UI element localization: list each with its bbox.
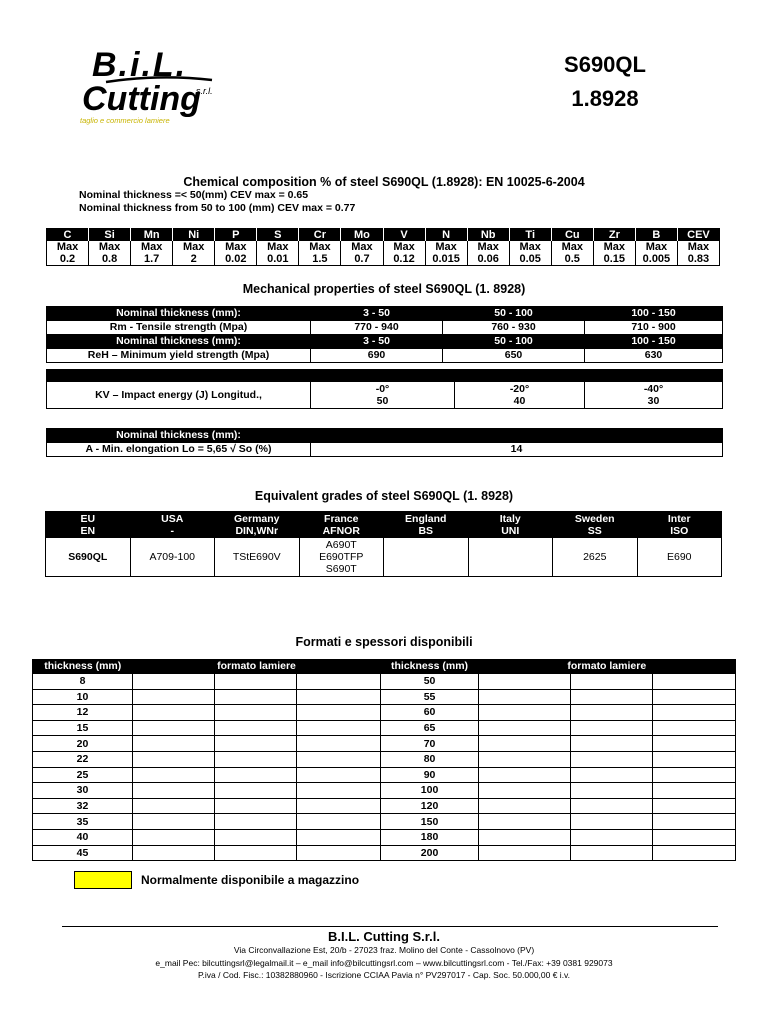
- formats-cell: [215, 845, 297, 861]
- footer-divider: [62, 926, 718, 927]
- chem-value: 0.15: [593, 253, 635, 266]
- chem-element-header: V: [383, 229, 425, 242]
- formats-cell: [215, 767, 297, 783]
- formats-thickness: 35: [33, 814, 133, 830]
- equivalent-header-standard: UNI: [501, 525, 520, 537]
- formats-thickness: 180: [381, 829, 479, 845]
- chem-value: 0.06: [467, 253, 509, 266]
- formats-thickness: 90: [381, 767, 479, 783]
- chem-element-header: Nb: [467, 229, 509, 242]
- equivalent-header-country: England: [405, 513, 447, 525]
- equivalent-header-standard: BS: [418, 525, 434, 537]
- formats-cell: [133, 751, 215, 767]
- mech-label: Nominal thickness (mm):: [47, 335, 311, 349]
- formats-thickness: 10: [33, 689, 133, 705]
- impact-temp: -20°: [509, 382, 530, 395]
- chem-max-label: Max: [173, 241, 215, 253]
- footer-fiscal: P.iva / Cod. Fisc.: 10382880960 - Iscrizione CCIAA Pavia n° PV297017 - Cap. Soc. 50.000,00 € i.v.: [197, 970, 571, 980]
- formats-table: [32, 659, 736, 861]
- equivalent-value: A709-100: [130, 538, 215, 576]
- formats-thickness: 8: [33, 674, 133, 690]
- elongation-value: 14: [311, 443, 723, 457]
- formats-cell: [653, 845, 736, 861]
- chem-element-header: Ni: [173, 229, 215, 242]
- mech-row: [47, 335, 723, 349]
- formats-cell: [653, 736, 736, 752]
- chem-max-label: Max: [467, 241, 509, 253]
- mech-label: ReH – Minimum yield strength (Mpa): [47, 349, 311, 363]
- equivalent-header-country: EU: [80, 513, 96, 525]
- chem-value: 1.7: [131, 253, 173, 266]
- chem-element-header: P: [215, 229, 257, 242]
- formats-thickness: 65: [381, 720, 479, 736]
- formats-thickness: 60: [381, 705, 479, 721]
- formats-cell: [571, 736, 653, 752]
- elongation-header: Nominal thickness (mm):: [47, 429, 311, 443]
- equivalent-value: TStE690V: [215, 538, 300, 576]
- formats-cell: [133, 736, 215, 752]
- formats-cell: [653, 798, 736, 814]
- chem-value: 0.005: [635, 253, 677, 266]
- chem-element-header: N: [425, 229, 467, 242]
- chem-value: 0.01: [257, 253, 299, 266]
- formats-cell: [215, 829, 297, 845]
- impact-value: 40: [513, 394, 526, 407]
- formats-cell: [479, 736, 571, 752]
- chem-element-header: S: [257, 229, 299, 242]
- formats-cell: [571, 674, 653, 690]
- mech-value: 3 - 50: [311, 335, 443, 349]
- formats-cell: [479, 751, 571, 767]
- formats-thickness: 150: [381, 814, 479, 830]
- mech-value: 630: [585, 349, 723, 363]
- formats-cell: [215, 720, 297, 736]
- chem-element-header: Mn: [131, 229, 173, 242]
- legend-swatch: [74, 871, 132, 889]
- formats-cell: [653, 751, 736, 767]
- chem-max-label: Max: [89, 241, 131, 253]
- formats-cell: [479, 845, 571, 861]
- formats-cell: [297, 783, 381, 799]
- formats-thickness: 200: [381, 845, 479, 861]
- formats-thickness: 50: [381, 674, 479, 690]
- formats-cell: [653, 674, 736, 690]
- logo-text-srl: s.r.l.: [196, 86, 213, 96]
- formats-thickness: 45: [33, 845, 133, 861]
- equivalent-header-country: Inter: [667, 513, 691, 525]
- mech-value: 3 - 50: [311, 307, 443, 321]
- formats-cell: [297, 751, 381, 767]
- chem-element-header: B: [635, 229, 677, 242]
- formats-cell: [133, 720, 215, 736]
- formats-cell: [479, 829, 571, 845]
- chem-value: 0.015: [425, 253, 467, 266]
- legend-text: Normalmente disponibile a magazzino: [141, 873, 360, 887]
- formats-cell: [571, 845, 653, 861]
- formats-thickness: 32: [33, 798, 133, 814]
- logo-tagline: taglio e commercio lamiere: [80, 116, 170, 125]
- formats-cell: [571, 783, 653, 799]
- impact-temp: -40°: [643, 382, 664, 395]
- formats-cell: [133, 829, 215, 845]
- chem-value: 2: [173, 253, 215, 266]
- equivalent-header-standard: SS: [587, 525, 602, 537]
- formats-cell: [297, 689, 381, 705]
- chem-max-label: Max: [383, 241, 425, 253]
- chem-element-header: Cr: [299, 229, 341, 242]
- chem-value: 0.7: [341, 253, 383, 266]
- equivalent-header-standard: -: [170, 525, 174, 537]
- formats-cell: [571, 798, 653, 814]
- chem-max-label: Max: [131, 241, 173, 253]
- formats-cell: [653, 783, 736, 799]
- formats-cell: [215, 751, 297, 767]
- equivalent-value: S690QL: [46, 538, 131, 576]
- equivalent-value: [299, 538, 384, 576]
- formats-cell: [133, 798, 215, 814]
- cev-note-1: Nominal thickness =< 50(mm) CEV max = 0.65: [79, 189, 309, 201]
- mech-row: [47, 307, 723, 321]
- formats-cell: [297, 736, 381, 752]
- equivalent-header: [637, 512, 722, 539]
- logo-text-cutting: Cutting: [82, 80, 201, 118]
- mech-row: [47, 321, 723, 335]
- equivalent-value-row: [46, 538, 722, 576]
- formats-row: [33, 845, 736, 861]
- chemical-table: [46, 228, 720, 266]
- equivalent-header: [46, 512, 131, 539]
- formats-cell: [297, 829, 381, 845]
- formats-cell: [479, 705, 571, 721]
- equivalent-header: [468, 512, 553, 539]
- formats-cell: [479, 814, 571, 830]
- chem-element-header: Zr: [593, 229, 635, 242]
- chemical-title: Chemical composition % of steel S690QL (1.8928): EN 10025-6-2004: [183, 175, 585, 189]
- formats-cell: [297, 720, 381, 736]
- formats-thickness: 22: [33, 751, 133, 767]
- formats-row: [33, 783, 736, 799]
- mechanical-title: Mechanical properties of steel S690QL (1. 8928): [242, 282, 526, 296]
- chem-value: 0.05: [509, 253, 551, 266]
- chem-element-header: Mo: [341, 229, 383, 242]
- formats-cell: [215, 689, 297, 705]
- chem-element-header: Cu: [551, 229, 593, 242]
- mechanical-table: [46, 306, 723, 363]
- mech-value: 50 - 100: [443, 307, 585, 321]
- formats-cell: [215, 736, 297, 752]
- formats-row: [33, 689, 736, 705]
- formats-cell: [571, 814, 653, 830]
- grade-name: S690QL: [564, 52, 646, 77]
- footer-company: B.I.L. Cutting S.r.l.: [328, 929, 440, 944]
- equivalent-header: [215, 512, 300, 539]
- formats-thickness: 120: [381, 798, 479, 814]
- chem-max-label: Max: [635, 241, 677, 253]
- equivalent-header-country: Italy: [499, 513, 521, 525]
- impact-cell: [311, 382, 455, 408]
- formats-cell: [133, 689, 215, 705]
- chem-row: [47, 229, 720, 242]
- formats-header: thickness (mm): [33, 660, 133, 674]
- mech-value: 760 - 930: [443, 321, 585, 335]
- chem-value: 0.83: [677, 253, 719, 266]
- equivalent-title: Equivalent grades of steel S690QL (1. 8928): [254, 489, 514, 503]
- formats-row: [33, 751, 736, 767]
- formats-row: [33, 736, 736, 752]
- chem-row: [47, 253, 720, 266]
- formats-row: [33, 720, 736, 736]
- chem-element-header: CEV: [677, 229, 719, 242]
- formats-row: [33, 674, 736, 690]
- mech-value: 100 - 150: [585, 307, 723, 321]
- chem-element-header: Ti: [509, 229, 551, 242]
- formats-cell: [297, 798, 381, 814]
- formats-cell: [133, 705, 215, 721]
- formats-cell: [653, 689, 736, 705]
- formats-thickness: 20: [33, 736, 133, 752]
- chem-max-label: Max: [257, 241, 299, 253]
- formats-cell: [133, 674, 215, 690]
- formats-cell: [479, 767, 571, 783]
- chem-element-header: C: [47, 229, 89, 242]
- chem-value: 1.5: [299, 253, 341, 266]
- equivalent-header-country: USA: [161, 513, 184, 525]
- equivalent-header: [384, 512, 469, 539]
- chem-max-label: Max: [509, 241, 551, 253]
- formats-cell: [571, 689, 653, 705]
- formats-cell: [479, 674, 571, 690]
- formats-cell: [297, 705, 381, 721]
- formats-row: [33, 798, 736, 814]
- equivalent-header: [130, 512, 215, 539]
- formats-thickness: 15: [33, 720, 133, 736]
- mech-value: 100 - 150: [585, 335, 723, 349]
- equivalent-value-line: A690T: [325, 538, 357, 551]
- formats-cell: [479, 720, 571, 736]
- formats-cell: [653, 814, 736, 830]
- formats-header: formato lamiere: [479, 660, 736, 674]
- mech-value: 650: [443, 349, 585, 363]
- formats-cell: [297, 814, 381, 830]
- cev-note-2: Nominal thickness from 50 to 100 (mm) CEV max = 0.77: [79, 202, 356, 214]
- formats-header: thickness (mm): [381, 660, 479, 674]
- formats-thickness: 100: [381, 783, 479, 799]
- mech-row: [47, 349, 723, 363]
- impact-temp: -0°: [375, 382, 390, 395]
- equivalent-value: 2625: [553, 538, 638, 576]
- chem-max-label: Max: [215, 241, 257, 253]
- equivalent-header-country: Germany: [233, 513, 280, 525]
- formats-cell: [215, 783, 297, 799]
- mech-value: 50 - 100: [443, 335, 585, 349]
- formats-header: formato lamiere: [133, 660, 381, 674]
- impact-label: KV – Impact energy (J) Longitud.,: [47, 382, 311, 408]
- formats-row: [33, 767, 736, 783]
- chem-max-label: Max: [593, 241, 635, 253]
- chem-element-header: Si: [89, 229, 131, 242]
- formats-thickness: 70: [381, 736, 479, 752]
- formats-thickness: 40: [33, 829, 133, 845]
- impact-cell: [455, 382, 585, 408]
- equivalent-header: [553, 512, 638, 539]
- formats-cell: [571, 751, 653, 767]
- equivalent-header-standard: EN: [80, 525, 96, 537]
- equivalent-header-standard: DIN,WNr: [235, 525, 279, 537]
- formats-cell: [479, 783, 571, 799]
- equivalent-value-line: E690TFP: [319, 550, 364, 563]
- formats-cell: [133, 845, 215, 861]
- elongation-label: A - Min. elongation Lo = 5,65 √ So (%): [47, 443, 311, 457]
- elongation-table: [46, 428, 723, 457]
- chem-max-label: Max: [341, 241, 383, 253]
- formats-cell: [571, 767, 653, 783]
- mech-value: 710 - 900: [585, 321, 723, 335]
- formats-cell: [133, 814, 215, 830]
- chem-max-label: Max: [425, 241, 467, 253]
- mech-label: Rm - Tensile strength (Mpa): [47, 321, 311, 335]
- mech-label: Nominal thickness (mm):: [47, 307, 311, 321]
- formats-cell: [653, 705, 736, 721]
- formats-cell: [215, 674, 297, 690]
- impact-table: [46, 369, 723, 409]
- chem-max-label: Max: [299, 241, 341, 253]
- equivalent-value-line: S690T: [325, 562, 357, 575]
- mech-value: 770 - 940: [311, 321, 443, 335]
- footer-address: Via Circonvallazione Est, 20/b - 27023 fraz. Molino del Conte - Cassolnovo (PV): [233, 945, 535, 955]
- chem-value: 0.8: [89, 253, 131, 266]
- formats-cell: [653, 720, 736, 736]
- mech-value: 690: [311, 349, 443, 363]
- logo-text-bil: B.i.L.: [92, 46, 188, 84]
- equivalent-header-country: France: [324, 513, 359, 525]
- equivalent-header: [299, 512, 384, 539]
- formats-header-row: [33, 660, 736, 674]
- equivalent-value: [468, 538, 553, 576]
- equivalent-header-row: [46, 512, 722, 539]
- formats-cell: [215, 814, 297, 830]
- chem-value: 0.12: [383, 253, 425, 266]
- formats-thickness: 55: [381, 689, 479, 705]
- equivalent-value: E690: [637, 538, 722, 576]
- equivalent-table: [45, 511, 722, 577]
- equivalent-header-standard: AFNOR: [322, 525, 360, 537]
- formats-cell: [297, 845, 381, 861]
- formats-cell: [297, 674, 381, 690]
- formats-cell: [479, 798, 571, 814]
- formats-row: [33, 829, 736, 845]
- formats-thickness: 30: [33, 783, 133, 799]
- formats-cell: [653, 767, 736, 783]
- grade-number: 1.8928: [571, 86, 639, 111]
- chem-max-label: Max: [677, 241, 719, 253]
- formats-cell: [297, 767, 381, 783]
- formats-thickness: 80: [381, 751, 479, 767]
- equivalent-header-standard: ISO: [670, 525, 689, 537]
- footer-contacts: e_mail Pec: bilcuttingsrl@legalmail.it – e_mail info@bilcuttingsrl.com – www.bilcuttingsrl.com - Tel./Fax: +39 0381 929073: [155, 958, 613, 968]
- formats-cell: [479, 689, 571, 705]
- formats-title: Formati e spessori disponibili: [295, 635, 473, 649]
- formats-cell: [571, 705, 653, 721]
- chem-max-label: Max: [551, 241, 593, 253]
- formats-row: [33, 814, 736, 830]
- equivalent-value: [384, 538, 469, 576]
- formats-cell: [133, 783, 215, 799]
- formats-cell: [215, 798, 297, 814]
- formats-cell: [215, 705, 297, 721]
- formats-cell: [571, 829, 653, 845]
- chem-max-label: Max: [47, 241, 89, 253]
- equivalent-header-country: Sweden: [574, 513, 615, 525]
- formats-cell: [571, 720, 653, 736]
- formats-cell: [653, 829, 736, 845]
- formats-row: [33, 705, 736, 721]
- impact-value: 30: [647, 394, 660, 407]
- chem-value: 0.02: [215, 253, 257, 266]
- impact-cell: [585, 382, 723, 408]
- chem-value: 0.2: [47, 253, 89, 266]
- chem-row: [47, 241, 720, 253]
- formats-thickness: 25: [33, 767, 133, 783]
- impact-value: 50: [376, 394, 389, 407]
- chem-value: 0.5: [551, 253, 593, 266]
- formats-cell: [133, 767, 215, 783]
- formats-thickness: 12: [33, 705, 133, 721]
- company-logo: [74, 46, 219, 130]
